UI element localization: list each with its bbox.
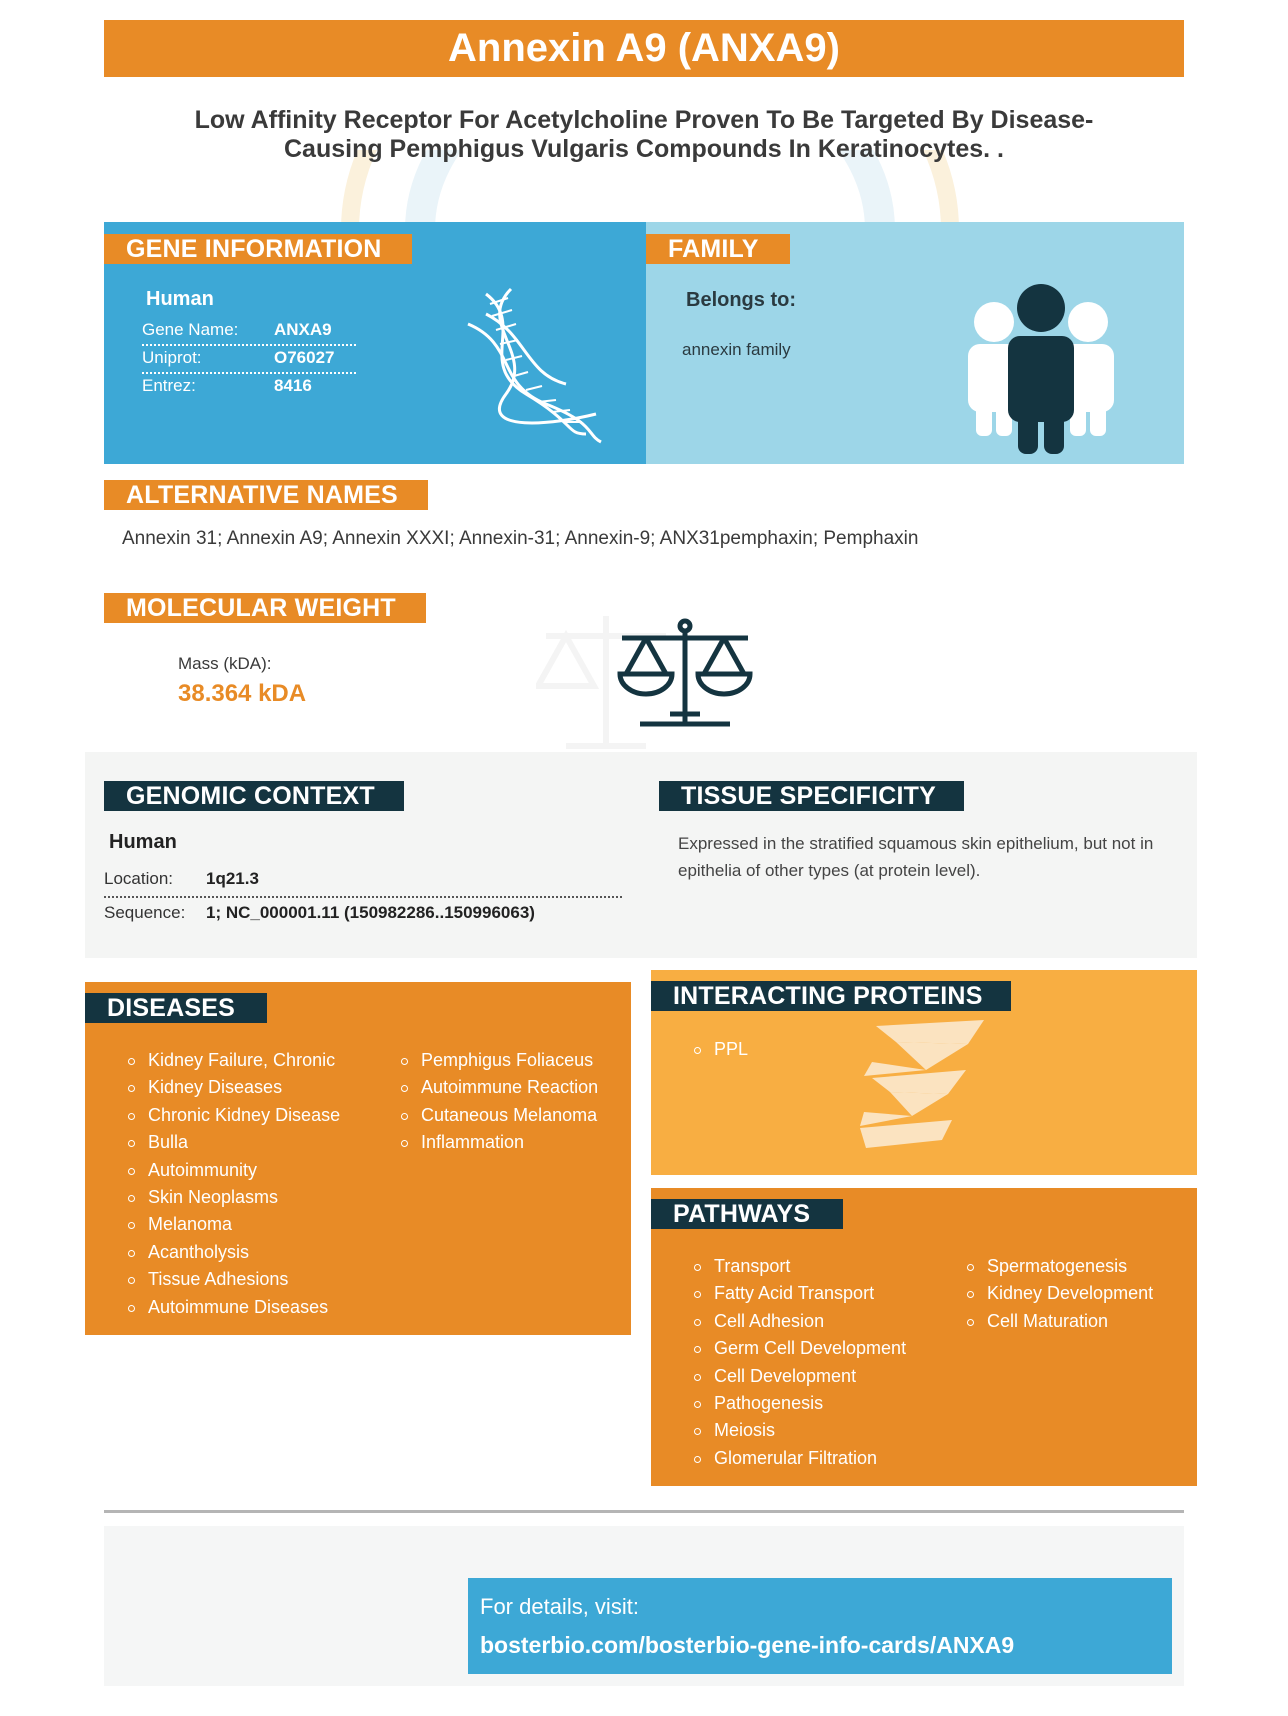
people-group-icon [966,284,1116,454]
details-url-link[interactable]: bosterbio.com/bosterbio-gene-info-cards/ANXA9 [480,1632,1015,1658]
gene-species: Human [146,288,214,310]
disease-item: Acantholysis [128,1239,340,1266]
disease-item: Cutaneous Melanoma [401,1102,598,1129]
sequence-value: 1; NC_000001.11 (150982286..150996063) [206,903,535,922]
pathway-item: Meiosis [694,1417,906,1444]
tissue-specificity-header: TISSUE SPECIFICITY [659,781,964,811]
uniprot-label: Uniprot: [142,348,202,367]
alternative-names-text: Annexin 31; Annexin A9; Annexin XXXI; Annexin-31; Annexin-9; ANX31pemphaxin; Pemphaxin [122,528,919,549]
interacting-proteins-header: INTERACTING PROTEINS [651,981,1011,1011]
diseases-header: DISEASES [85,993,267,1023]
gene-name-row [142,318,356,346]
dna-icon [466,284,606,444]
uniprot-row [142,346,356,374]
belongs-to-label: Belongs to: [686,289,796,311]
disease-item: Kidney Diseases [128,1074,340,1101]
disease-item: Autoimmunity [128,1157,340,1184]
gene-name-label: Gene Name: [142,320,239,339]
disease-item: Tissue Adhesions [128,1266,340,1293]
entrez-value: 8416 [274,376,312,395]
scale-icon [614,618,756,732]
page-subtitle: Low Affinity Receptor For Acetylcholine Proven To Be Targeted By Disease-Causing Pemphigus Vulgaris Compounds In Keratinocytes. . [194,106,1094,163]
family-header: FAMILY [646,234,790,264]
uniprot-value: O76027 [274,348,335,367]
pathway-item: Cell Adhesion [694,1308,906,1335]
pathways-list-col2 [967,1253,1153,1335]
disease-item: Autoimmune Diseases [128,1294,340,1321]
genomic-context-header: GENOMIC CONTEXT [104,781,404,811]
disease-item: Melanoma [128,1211,340,1238]
pathways-list-col1 [694,1253,906,1472]
tissue-specificity-text: Expressed in the stratified squamous skin epithelium, but not in epithelia of other types (at protein level). [678,834,1154,880]
mass-label: Mass (kDA): [178,654,272,673]
pathway-item: Glomerular Filtration [694,1445,906,1472]
disease-item: Autoimmune Reaction [401,1074,598,1101]
location-row [104,866,622,898]
details-label: For details, visit: [480,1594,639,1619]
interacting-proteins-list [694,1036,748,1063]
gene-name-value: ANXA9 [274,320,332,339]
disease-item: Bulla [128,1129,340,1156]
sequence-label: Sequence: [104,903,186,922]
gene-information-header: GENE INFORMATION [104,234,412,264]
disease-item: Pemphigus Foliaceus [401,1047,598,1074]
genomic-species: Human [109,831,177,853]
pathway-item: Pathogenesis [694,1390,906,1417]
pathway-item: Germ Cell Development [694,1335,906,1362]
disease-item: Chronic Kidney Disease [128,1102,340,1129]
diseases-list-col2 [401,1047,598,1157]
protein-ribbon-icon [856,1016,990,1156]
mass-value: 38.364 kDA [178,680,307,707]
footer-divider [104,1510,1184,1513]
entrez-row [142,374,356,400]
pathway-item: Spermatogenesis [967,1253,1153,1280]
location-label: Location: [104,869,173,888]
disease-item: Skin Neoplasms [128,1184,340,1211]
pathways-header: PATHWAYS [651,1199,843,1229]
pathway-item: Fatty Acid Transport [694,1280,906,1307]
disease-item: Inflammation [401,1129,598,1156]
family-value: annexin family [682,340,791,359]
page-title: Annexin A9 (ANXA9) [104,20,1184,77]
sequence-row [104,903,622,929]
alternative-names-header: ALTERNATIVE NAMES [104,480,428,510]
pathway-item: Cell Maturation [967,1308,1153,1335]
pathway-item: Kidney Development [967,1280,1153,1307]
diseases-list-col1 [128,1047,340,1321]
pathway-item: Transport [694,1253,906,1280]
pathway-item: Cell Development [694,1363,906,1390]
location-value: 1q21.3 [206,869,259,888]
molecular-weight-header: MOLECULAR WEIGHT [104,593,426,623]
interacting-protein-item: PPL [694,1036,748,1063]
disease-item: Kidney Failure, Chronic [128,1047,340,1074]
details-link-box[interactable] [468,1578,1172,1674]
entrez-label: Entrez: [142,376,196,395]
